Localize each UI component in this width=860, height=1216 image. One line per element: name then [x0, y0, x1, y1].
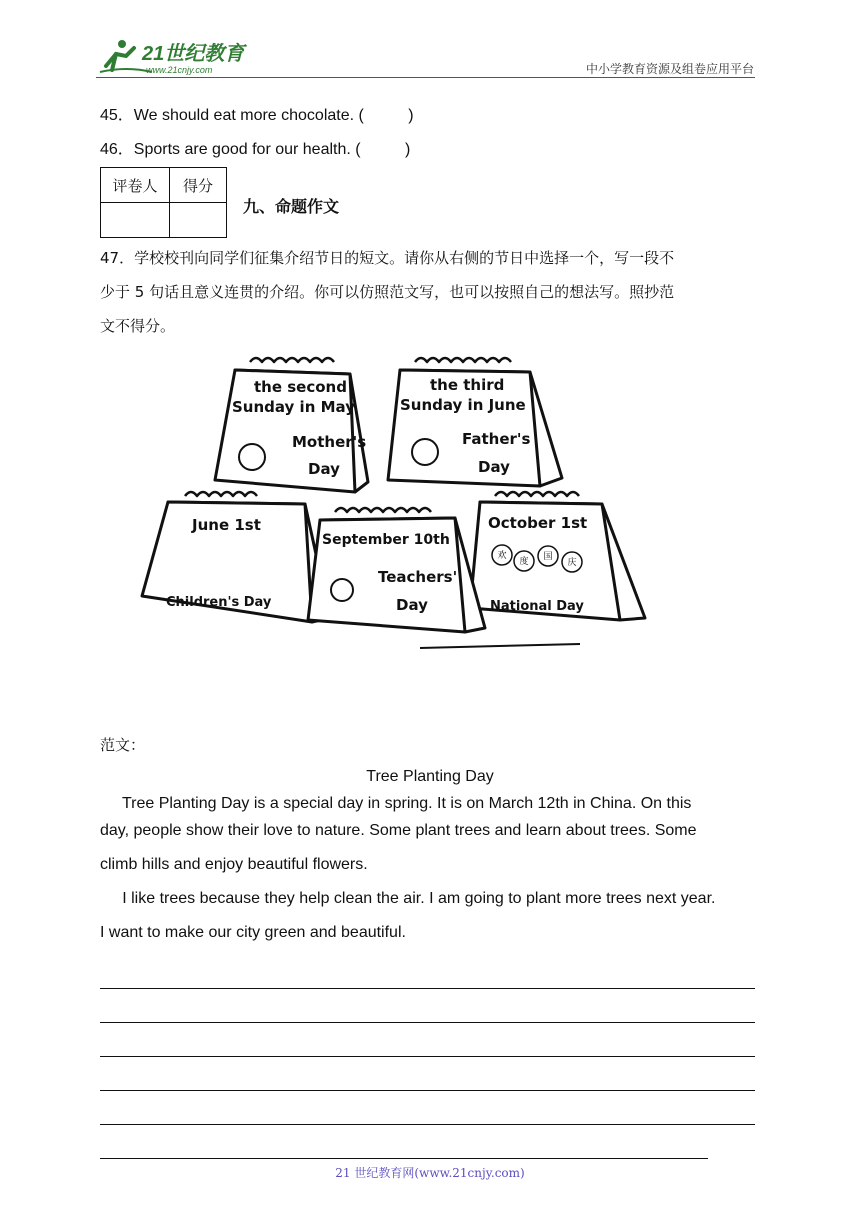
holiday-calendars-illustration [140, 352, 650, 652]
mothers-date-1: the second [254, 378, 347, 396]
header-divider [96, 77, 755, 78]
fathers-name-2: Day [478, 458, 510, 476]
sample-essay [100, 794, 770, 950]
platform-name: 中小学教育资源及组卷应用平台 [585, 62, 754, 76]
answer-line[interactable] [100, 1124, 755, 1125]
answer-line[interactable] [100, 1158, 708, 1159]
grader-table [100, 167, 227, 238]
sample-p1-line-1: Tree Planting Day is a special day in spring. It is on March 12th in China. On this [100, 795, 692, 812]
sample-p1-line-3: climb hills and enjoy beautiful flowers. [100, 856, 368, 873]
question-47-line-2: 少于 5 句话且意义连贯的介绍。你可以仿照范文写，也可以按照自己的想法写。照抄范 [100, 283, 675, 301]
teachers-name-2: Day [396, 596, 428, 614]
section-title: 九、命题作文 [243, 197, 340, 216]
sample-p2-line-2: I want to make our city green and beautiful. [100, 924, 406, 941]
mothers-name-1: Mother's [292, 433, 367, 451]
logo-url: www.21cnjy.com [146, 65, 213, 75]
site-logo [96, 36, 266, 78]
teachers-date: September 10th [322, 532, 450, 548]
balloon-2: 度 [519, 557, 529, 567]
score-label: 得分 [170, 168, 227, 203]
question-47-line-3: 文不得分。 [100, 317, 176, 335]
question-45: 45．We should eat more chocolate. ( ) [100, 107, 414, 124]
grader-cell[interactable] [101, 203, 170, 238]
childrens-name: Children's Day [166, 595, 272, 610]
grader-label: 评卷人 [101, 168, 170, 203]
mothers-date-2: Sunday in May [232, 398, 355, 416]
answer-line[interactable] [100, 988, 755, 989]
mothers-name-2: Day [308, 460, 340, 478]
balloon-1: 欢 [497, 551, 507, 561]
sample-p2-line-1: I like trees because they help clean the air. I am going to plant more trees next year. [100, 890, 716, 907]
national-date: October 1st [488, 514, 588, 532]
sample-title: Tree Planting Day [366, 768, 494, 785]
fathers-date-2: Sunday in June [400, 396, 526, 414]
national-name: National Day [490, 599, 584, 614]
logo-text: 21世纪教育 [142, 43, 245, 65]
teachers-name-1: Teachers' [378, 568, 458, 586]
sample-p1-line-2: day, people show their love to nature. Some plant trees and learn about trees. Some [100, 822, 697, 839]
question-46: 46．Sports are good for our health. ( ) [100, 141, 411, 158]
balloon-4: 庆 [567, 558, 577, 568]
question-47-line-1: 47．学校校刊向同学们征集介绍节日的短文。请你从右侧的节日中选择一个，写一段不 [100, 249, 675, 267]
fathers-name-1: Father's [462, 430, 531, 448]
childrens-date: June 1st [192, 516, 261, 534]
answer-line[interactable] [100, 1056, 755, 1057]
answer-line[interactable] [100, 1090, 755, 1091]
score-cell[interactable] [170, 203, 227, 238]
fathers-date-1: the third [430, 376, 505, 394]
question-47 [100, 241, 760, 343]
sample-label: 范文： [100, 736, 146, 754]
balloon-3: 国 [543, 552, 553, 562]
page-footer: 21 世纪教育网(www.21cnjy.com) [335, 1166, 525, 1180]
answer-line[interactable] [100, 1022, 755, 1023]
